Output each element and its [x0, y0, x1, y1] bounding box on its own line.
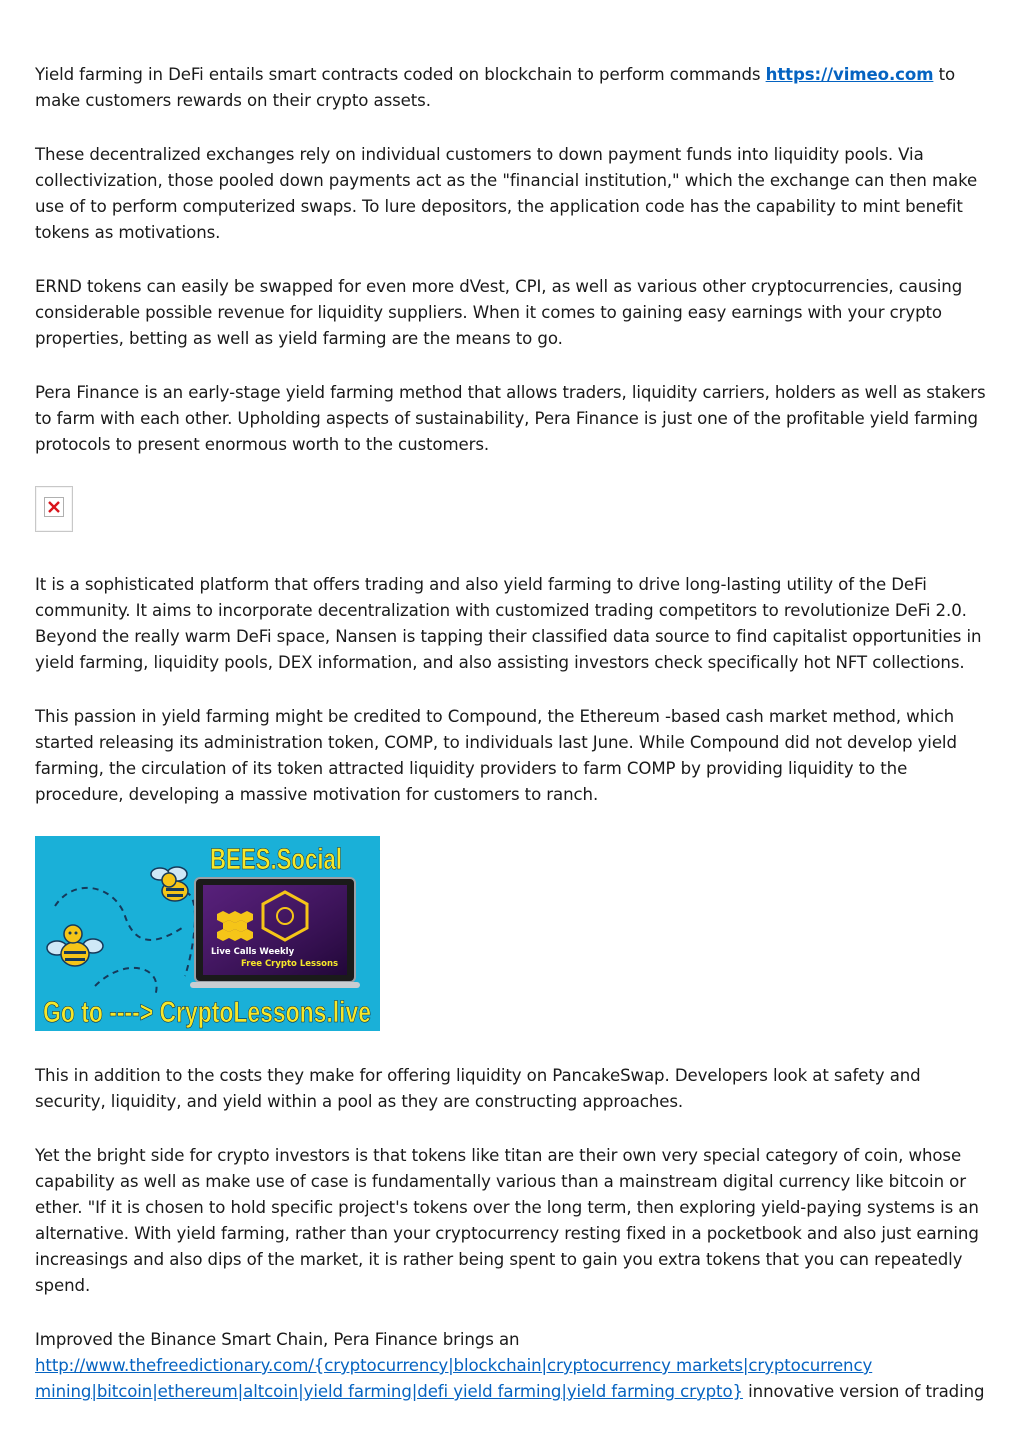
- paragraph-9: [35, 1327, 995, 1405]
- paragraph-9-text: Improved the Binance Smart Chain, Pera Finance brings an: [35, 1330, 520, 1349]
- paragraph-1-text: Yield farming in DeFi entails smart contracts coded on blockchain to perform commands: [35, 65, 766, 84]
- paragraph-5: It is a sophisticated platform that offers trading and also yield farming to drive long-lasting utility of the DeFi community. It aims to incorporate decentralization with customized trading competitors to revolutionize DeFi 2.0. Beyond the really warm DeFi space, Nansen is tapping their classified data source to find capitalist opportunities in yield farming, liquidity pools, DEX information, and also assisting investors check specifically hot NFT collections.: [35, 575, 982, 672]
- document-body: [35, 62, 995, 1433]
- screen-text-line1: Live Calls Weekly: [211, 947, 295, 957]
- broken-image-x-icon: [44, 497, 64, 517]
- paragraph-1: [35, 62, 995, 114]
- bees-social-banner[interactable]: [35, 836, 380, 1031]
- paragraph-3: ERND tokens can easily be swapped for even more dVest, CPI, as well as various other cryptocurrencies, causing considerable possible revenue for liquidity suppliers. When it comes to gaining easy earnings with your crypto properties, betting as well as yield farming are the means to go.: [35, 277, 963, 348]
- paragraph-9-text-end: innovative version of trading: [742, 1382, 985, 1401]
- paragraph-2: These decentralized exchanges rely on individual customers to down payment funds into liquidity pools. Via collectivization, those pooled down payments act as the "financial institution," which the exchange can then make use of to perform computerized swaps. To lure depositors, the application code has the capability to mint benefit tokens as motivations.: [35, 145, 978, 242]
- banner-title: BEES.Social: [210, 843, 342, 876]
- broken-image-icon: [35, 486, 73, 532]
- paragraph-7: This in addition to the costs they make for offering liquidity on PancakeSwap. Developers look at safety and security, liquidity, and yield within a pool as they are constructing approaches.: [35, 1066, 921, 1111]
- vimeo-link[interactable]: https://vimeo.com: [765, 65, 934, 84]
- paragraph-4: Pera Finance is an early-stage yield farming method that allows traders, liquidity carriers, holders as well as stakers to farm with each other. Upholding aspects of sustainability, Pera Finance is just one of the profitable yield farming protocols to present enormous worth to the customers.: [35, 383, 986, 454]
- paragraph-6: This passion in yield farming might be credited to Compound, the Ethereum -based cash market method, which started releasing its administration token, COMP, to individuals last June. While Compound did not develop yield farming, the circulation of its token attracted liquidity providers to farm COMP by providing liquidity to the procedure, developing a massive motivation for customers to ranch.: [35, 707, 957, 804]
- screen-text-line2: Free Crypto Lessons: [241, 959, 339, 969]
- paragraph-1-text-end: to make customers rewards on their crypto assets.: [35, 65, 956, 110]
- paragraph-8: Yet the bright side for crypto investors is that tokens like titan are their own very special category of coin, whose capability as well as make use of case is fundamentally various than a mainstream digital currency like bitcoin or ether. "If it is chosen to hold specific project's tokens over the long term, then exploring yield-paying systems is an alternative. With yield farming, rather than your cryptocurrency resting fixed in a pocketbook and also just earning increasings and also dips of the market, it is rather being spent to gain you extra tokens that you can repeatedly spend.: [35, 1146, 979, 1295]
- thefreedictionary-link[interactable]: http://www.thefreedictionary.com/{cryptocurrency|blockchain|cryptocurrency markets|cryptocurrency mining|bitcoin|ethereum|altcoin|yield farming|defi yield farming|yield farming crypto}: [35, 1356, 873, 1401]
- banner-footer-text: Go to ----> CryptoLessons.live: [43, 996, 371, 1029]
- laptop-icon: [190, 878, 360, 988]
